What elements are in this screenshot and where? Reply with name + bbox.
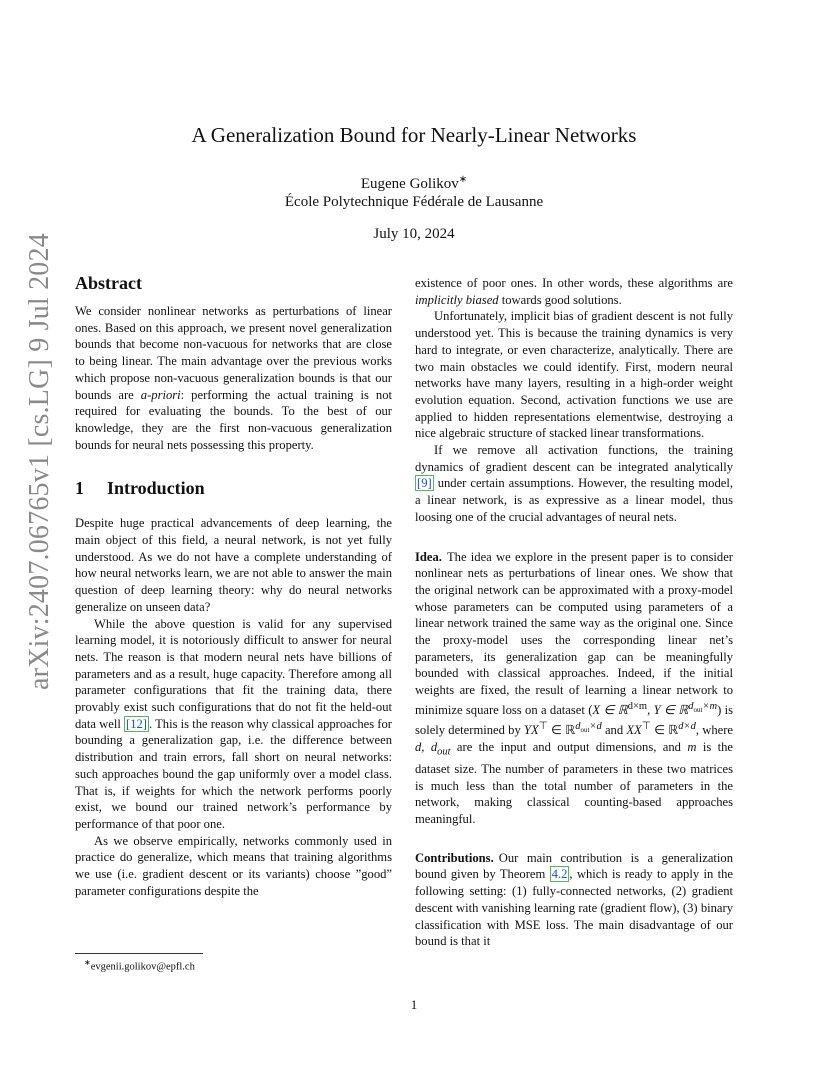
paragraph-text: Our main contribution is a generalization bound given by Theorem [415,850,733,882]
abstract-paragraph [75,303,392,453]
contributions-heading: Contributions. [415,850,494,865]
section-heading-introduction [75,477,392,499]
math-sup-part: ×m [702,700,718,712]
idea-paragraph [415,549,733,828]
footnote-divider [75,953,203,954]
math-sup-part: d [688,700,694,712]
math-subscript: out [437,746,451,758]
left-column [75,272,392,900]
intro-paragraph-5 [415,442,733,526]
intro-paragraph-4: Unfortunately, implicit bias of gradient descent is not fully understood yet. This is because the training dynamics is very hard to integrate, or even characterize, analytically. There are two main obstacles we could identify. First, modern neural networks have many layers, resulting in a high-order weight evolution equation. Second, activation functions we use are applied to hidden representations elementwise, destroying a nice algebraic structure of stacked linear transformations. [415,309,733,441]
paragraph-text-cont: . This is the reason why classical approaches for bounding a generalization gap, i.e. the difference between distribution and train errors, fall short on neural networks: such approaches bound the gap uniformly over a model class. That is, if weights for which the network performs poorly exist, we bound our trained network’s performance by performance of that poor one. [75,716,392,831]
math-text: d, d [415,739,438,754]
page-number: 1 [410,997,418,1012]
section-title: Introduction [107,478,205,499]
emphasis-text: implicitly biased [415,292,499,307]
intro-paragraph-3: As we observe empirically, networks commonly used in practice do generalize, which means that training algorithms we use (i.e. gradient descent or its variants) choose ”good” parameter configurations despite the [75,833,392,898]
math-text: X ∈ ℝ [592,703,628,718]
idea-heading: Idea. [415,549,442,564]
math-sub-part: out [580,725,590,734]
intro-paragraph-2 [75,616,392,833]
intro-paragraph-1: Despite huge practical advancements of deep learning, the main object of this field, a neural network, is not yet fully understood. As we do not have a complete understanding of how neural networks learn, we are not able to answer the main question of deep learning theory: why do neural networks generalize on unseen data? [75,516,392,614]
right-column [415,275,733,950]
paragraph-text: ) is solely determined by [415,703,734,737]
footnote-mark: ∗ [84,958,91,967]
footnote [84,958,195,973]
math-text: ∈ ℝ [547,722,576,737]
math-superscript [575,721,602,732]
arxiv-identifier-stamp: arXiv:2407.06765v1 [cs.LG] 9 Jul 2024 [24,233,55,690]
math-sup-part: d [575,720,581,732]
author-affiliation: École Polytechnique Fédérale de Lausanne [284,194,544,210]
paragraph-text: existence of poor ones. In other words, these algorithms are [415,276,733,290]
intro-paragraph-3-cont [415,275,733,308]
paragraph-text: are the input and output dimensions, and [450,739,688,754]
math-superscript: d×d [678,720,696,732]
paper-title: A Generalization Bound for Nearly-Linear Networks [191,123,637,147]
theorem-link[interactable]: 4.2 [551,867,568,882]
math-text: m [687,739,697,754]
math-text: , Y ∈ ℝ [647,703,689,718]
section-number: 1 [75,478,84,499]
footnote-email: evgenii.golikov@epfl.ch [90,961,195,973]
paper-date: July 10, 2024 [373,226,455,242]
paragraph-text: The idea we explore in the present paper is to consider nonlinear nets as perturbations of linear ones. We show that the original network can be approximated with a proxy-model whose parameters can be computed using parameters of a linear network trained the same way as the original one. Since the proxy-model uses the corresponding linear net’s parameters, its generalization gap can be meaningfully bounded with classical approaches. Indeed, if the initial weights are fixed, the result of learning a linear network to minimize square loss on a dataset ( [415,549,733,718]
author-line [0,174,828,193]
math-text: ∈ ℝ [650,722,679,737]
abstract-text: We consider nonlinear networks as perturbations of linear ones. Based on this approach, we present novel generalization bounds that become non-vacuous for networks that are close to being linear. The main advantage over the previous works which propose non-vacuous generalization bounds is that our bounds are [75,304,392,402]
math-superscript: ⊤ [538,720,548,732]
author-name: Eugene Golikov [360,176,459,192]
citation-link[interactable]: [12] [126,716,147,731]
citation-link[interactable]: [9] [417,476,432,491]
paragraph-text: If we remove all activation functions, the training dynamics of gradient descent can be integrated analytically [415,443,733,474]
paragraph-text: , where [695,722,733,737]
paragraph-text-cont: , which is ready to apply in the following setting: (1) fully-connected networks, (2) gradient descent with vanishing learning rate (gradient flow), (3) binary classification with MSE loss. The main disadvantage of our bound is that it [415,867,733,949]
contributions-paragraph [415,850,733,950]
math-superscript: ⊤ [641,720,651,732]
math-sub-part: out [693,705,703,714]
paragraph-text: While the above question is valid for any supervised learning model, it is notoriously difficult to answer for neural nets. The reason is that modern neural nets have billions of parameters and as a result, huge capacity. Therefore among all parameter configurations that fit the training data, there provably exist such configurations that do not fit the held-out data well [75,616,392,731]
paragraph-text: and [601,722,627,737]
math-text: XX [626,722,642,737]
abstract-emphasis: a-priori [140,387,181,402]
math-text: YX [523,722,539,737]
math-superscript [688,701,717,712]
paragraph-text-cont: towards good solutions. [498,292,622,307]
abstract-heading: Abstract [75,273,142,293]
math-sup-part: ×d [589,720,602,732]
abstract-text-cont: : performing the actual training is not required for evaluating the bounds. To the best of our knowledge, they are the first non-vacuous generalization bounds for neural nets possessing this property. [75,387,392,452]
paragraph-text-cont: under certain assumptions. However, the resulting model, a linear network, is as expressive as a linear model, thus loosing one of the crucial advantages of neural nets. [415,476,733,524]
paragraph-text: is the dataset size. The number of parameters in these two matrices is much less than the total number of parameters in the network, making classical counting-based approaches meaningful. [415,739,733,826]
math-superscript: d×m [627,700,648,712]
author-footnote-mark: ∗ [458,174,468,185]
